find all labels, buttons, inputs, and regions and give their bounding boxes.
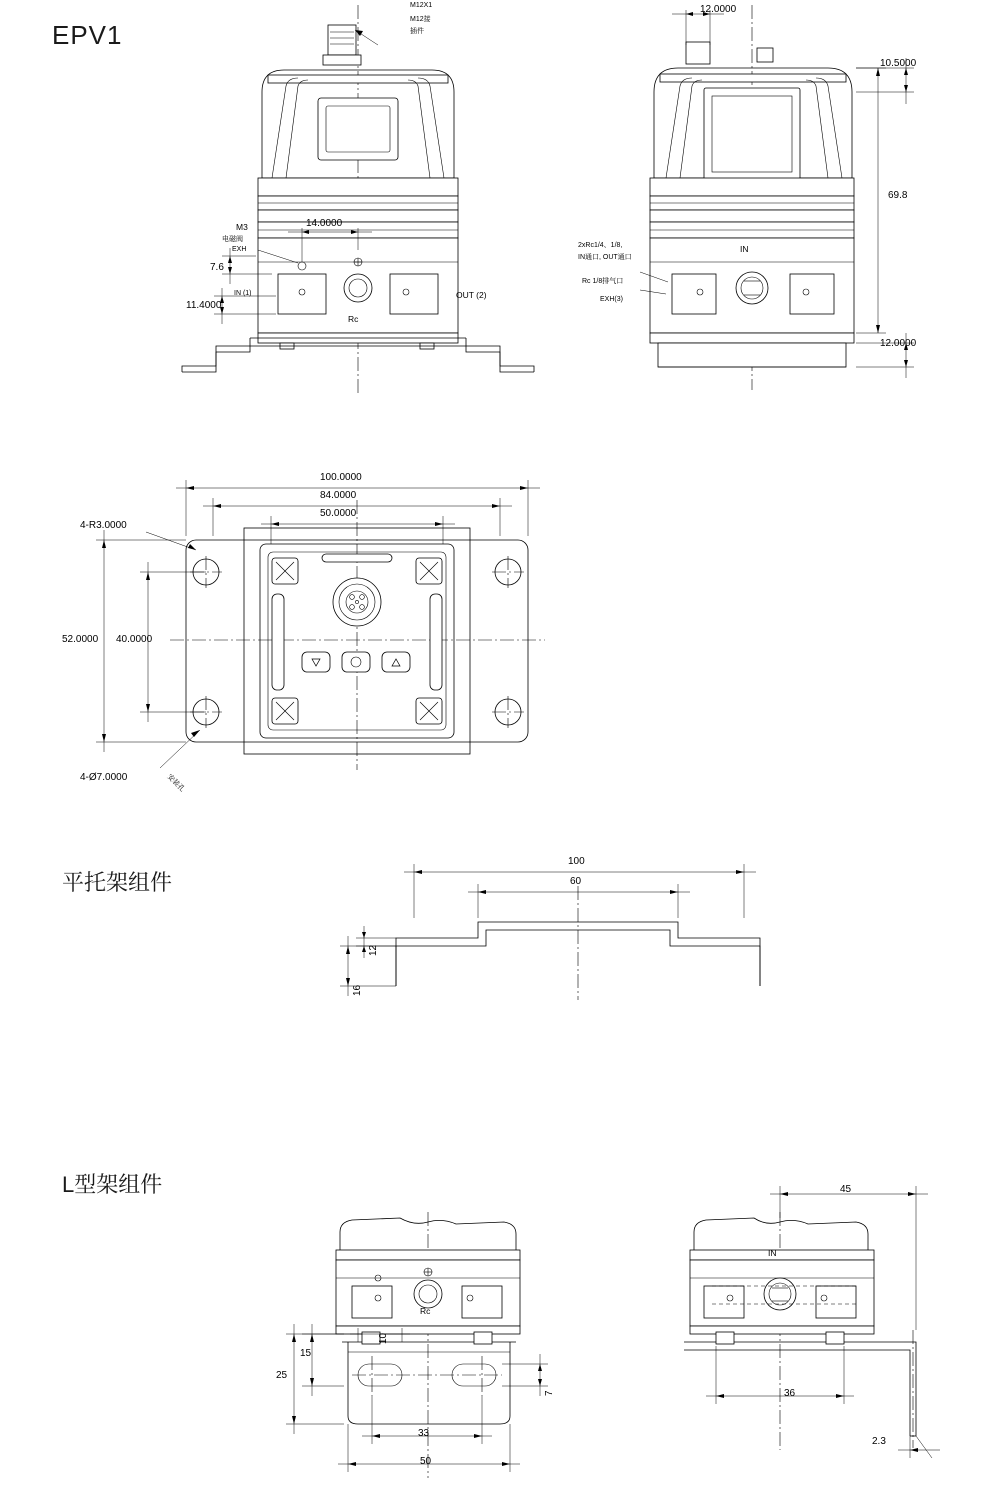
dim-100: 100.0000 [320, 472, 362, 483]
label-m3: M3 [236, 222, 248, 232]
side-label-in: IN [740, 244, 749, 254]
l-label-rc: Rc [420, 1306, 431, 1316]
dim-flat-60: 60 [570, 876, 582, 887]
dim-m12-plug: 插件 [410, 28, 424, 35]
label-port-out: OUT (2) [456, 290, 487, 300]
dim-width-14: 14.0000 [306, 218, 343, 229]
section-title-flat-bracket: 平托架组件 [62, 870, 173, 895]
dim-40: 40.0000 [116, 634, 153, 645]
note-hole-dia: 4-Ø7.0000 [80, 772, 128, 783]
dim-l-25: 25 [276, 1370, 288, 1381]
label-solenoid: 电磁阀 [222, 236, 243, 243]
side-note-ports-2: IN通口, OUT通口 [578, 254, 632, 261]
dim-l-33: 33 [418, 1428, 430, 1439]
dim-10-5: 10.5000 [880, 58, 917, 69]
dim-flat-16: 16 [352, 984, 363, 996]
dim-l-45: 45 [840, 1184, 852, 1195]
side-note-exh-1: Rc 1/8排气口 [582, 278, 624, 285]
dim-84: 84.0000 [320, 490, 357, 501]
dim-52: 52.0000 [62, 634, 99, 645]
dim-12-bottom: 12.0000 [880, 338, 917, 349]
label-exh: EXH [232, 246, 247, 253]
note-hole-cn: 安装孔 [165, 773, 186, 794]
note-radius: 4-R3.0000 [80, 520, 127, 531]
dim-7-6: 7.6 [210, 262, 224, 273]
dim-m12x1: M12X1 [410, 2, 433, 9]
side-note-ports-1: 2xRc1/4、1/8, [578, 242, 623, 249]
dim-flat-100: 100 [568, 856, 585, 867]
page-title: EPV1 [52, 20, 123, 50]
dim-12-top: 12.0000 [700, 4, 737, 15]
label-port-rc: Rc [348, 314, 359, 324]
dim-m12-connector: M12接 [410, 16, 431, 23]
dim-l-15: 15 [300, 1348, 312, 1359]
dim-flat-12: 12 [368, 944, 379, 956]
dim-69-8: 69.8 [888, 190, 908, 201]
l-label-in: IN [768, 1248, 777, 1258]
dim-l-7: 7 [544, 1390, 555, 1396]
side-note-exh-2: EXH(3) [600, 296, 623, 303]
label-port-in: IN (1) [234, 290, 252, 297]
dim-50: 50.0000 [320, 508, 357, 519]
dim-l-36: 36 [784, 1388, 796, 1399]
section-title-l-bracket: L型架组件 [62, 1172, 163, 1197]
dim-l-2-3: 2.3 [872, 1436, 886, 1447]
dim-l-50: 50 [420, 1456, 432, 1467]
dim-11-4: 11.4000 [186, 300, 222, 311]
dim-l-10: 10 [378, 1332, 389, 1344]
